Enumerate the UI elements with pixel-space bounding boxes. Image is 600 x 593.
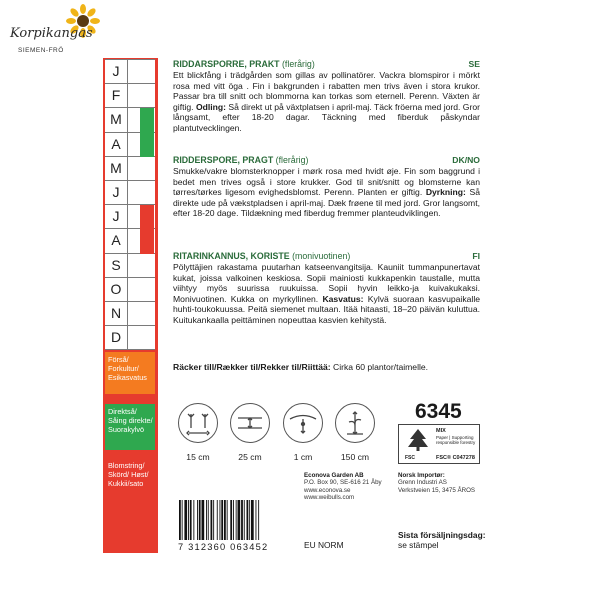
calendar-row	[105, 59, 155, 84]
calendar-row	[105, 229, 155, 253]
month-label: M	[105, 157, 128, 180]
calendar-row	[105, 205, 155, 229]
barcode-bar	[233, 500, 234, 540]
spec-label: 1 cm	[293, 452, 313, 462]
barcode-bar	[249, 500, 250, 540]
calendar-row	[105, 302, 155, 326]
spec-label: 15 cm	[186, 452, 210, 462]
barcode-bar	[244, 500, 245, 540]
calendar-row	[105, 278, 155, 302]
spec-label: 25 cm	[238, 452, 262, 462]
barcode-bar	[213, 500, 214, 540]
company-address: Econova Garden AB P.O. Box 90, SE-616 21 Åby www.econova.se www.weibulls.com	[304, 472, 382, 502]
barcode-bar	[221, 500, 223, 540]
brand-name: Korpikangas	[10, 26, 93, 41]
barcode	[175, 500, 290, 542]
spacing-row-icon	[178, 403, 218, 443]
flowering-mark	[140, 205, 154, 229]
language-code: FI	[472, 251, 480, 261]
barcode-bar	[256, 500, 257, 540]
barcode-bar	[220, 500, 221, 540]
barcode-bar	[193, 500, 194, 540]
barcode-bar	[182, 500, 183, 540]
section-title: RITARINKANNUS, KORISTE (monivuotinen)	[173, 251, 351, 261]
calendar-row	[105, 84, 155, 108]
language-code: SE	[468, 59, 480, 69]
barcode-bar	[179, 500, 181, 540]
barcode-bar	[199, 500, 201, 540]
calendar-row	[105, 326, 155, 350]
barcode-bar	[227, 500, 228, 540]
barcode-bar	[224, 500, 226, 540]
calendar-row	[105, 133, 155, 157]
barcode-bar	[238, 500, 241, 540]
section-dk-no: RIDDERSPORE, PRAGT (flerårig) DK/NO Smukke/vakre blomsterknopper i mørk rosa med hvidt øje. Fin som baggrund i bedet men trives også i store krukker. God til snit/snitt og blomsterne kan tørres/tørkes ligesom evighedsblomst. Perenn. Planten er giftig. Dyrkning: Så direkte ude på vækstpladsen i april-maj. Dæk frøene til med jord. Gror langsomt, efter 18-20 dage. Tildækning med fiberdug fremmer planteudviklingen.	[173, 155, 481, 219]
eu-norm: EU NORM	[304, 540, 344, 550]
importer-address: Norsk Importør: Grenn Industri AS Verkstveien 15, 3475 ÅROS	[398, 472, 476, 494]
barcode-bar	[197, 500, 198, 540]
month-label: S	[105, 254, 128, 277]
calendar-row	[105, 108, 155, 132]
section-title: RIDDERSPORE, PRAGT (flerårig)	[173, 155, 309, 165]
sowing-calendar	[105, 59, 155, 350]
legend-flowering: Blomstring/ Skörd/ Høst/ Kukkii/sato	[105, 458, 155, 544]
barcode-number: 7 312360 063452	[178, 542, 269, 552]
barcode-bar	[190, 500, 192, 540]
month-label: F	[105, 84, 128, 107]
spec-label: 150 cm	[340, 452, 370, 462]
flowering-mark	[140, 229, 154, 253]
month-label: A	[105, 133, 128, 156]
calendar-row	[105, 181, 155, 205]
barcode-bar	[230, 500, 232, 540]
barcode-bar	[202, 500, 205, 540]
barcode-bar	[236, 500, 237, 540]
calendar-row	[105, 157, 155, 181]
barcode-bar	[241, 500, 243, 540]
plant-height-icon	[335, 403, 375, 443]
barcode-bar	[206, 500, 207, 540]
fsc-label: FSC MIX Paper | Supporting responsible forestry FSC® C047278	[398, 424, 480, 464]
month-label: N	[105, 302, 128, 325]
direct-sow-mark	[140, 133, 154, 157]
fsc-tree-icon	[403, 427, 433, 453]
legend-direct-sow: Direktså/ Såing direkte/ Suorakylvö	[105, 404, 155, 450]
barcode-bar	[184, 500, 187, 540]
row-distance-icon	[230, 403, 270, 443]
section-fi: RITARINKANNUS, KORISTE (monivuotinen) FI Pölyttäjien rakastama puutarhan katseenvangitsija. Kauniit tummanpunertavat kukat, joissa valkoinen keskiosa. Sopii mainiosti kukkapenkin taustalle, mutta viihtyy myös suurissa ruukuissa. Sopii hyvin leikko-ja kuivakukaksi. Monivuotinen. Kukka on myrkyllinen. Kasvatus: Kylvä suoraan kasvupaikalle huhti-toukokuussa. Peitä siemenet multaan. Itää hitaasti, 18–20 päivän kuluttua. Kuitukankaalla peittäminen nopeuttaa kasvien kehitystä.	[173, 251, 481, 325]
section-se: RIDDARSPORRE, PRAKT (flerårig) SE Ett blickfång i trädgården som gillas av pollinatörer. Vackra blomspiror i mörkt rosa med vitt öga . Fin i bakgrunden i rabatten men trivs även i stora krukor. Passar bra till snitt och blommorna kan torkas som eternell. Perenn. Växten är giftig. Odling: Så direkt ut på växtplatsen i april-maj. Täck fröerna med jord. Gror långsamt, efter 18-20 dagar. Täckning med fiberduk påskyndar plantutvecklingen.	[173, 59, 480, 133]
barcode-bar	[217, 500, 218, 540]
barcode-bar	[258, 500, 259, 540]
barcode-bar	[208, 500, 209, 540]
brand-logo	[4, 4, 104, 64]
calendar-row	[105, 254, 155, 278]
brand-tagline: SIEMEN-FRÖ	[18, 47, 64, 54]
barcode-bar	[188, 500, 189, 540]
legend-presow: Förså/ Forkultur/ Esikasvatus	[105, 352, 155, 394]
language-code: DK/NO	[452, 155, 480, 165]
month-label: O	[105, 278, 128, 301]
sell-by-date: Sista försäljningsdag: se stämpel	[398, 530, 486, 550]
month-label: J	[105, 205, 128, 228]
month-label: J	[105, 60, 128, 83]
section-title: RIDDARSPORRE, PRAKT (flerårig)	[173, 59, 315, 69]
barcode-bar	[251, 500, 254, 540]
barcode-bar	[247, 500, 249, 540]
month-label: D	[105, 326, 128, 349]
month-label: A	[105, 229, 128, 252]
product-number: 6345	[415, 400, 462, 423]
month-label: M	[105, 108, 128, 131]
sowing-depth-icon	[283, 403, 323, 443]
yield-amount: Räcker till/Rækker til/Rekker til/Riittää: Cirka 60 plantor/taimelle.	[173, 362, 429, 372]
month-label: J	[105, 181, 128, 204]
direct-sow-mark	[140, 108, 154, 132]
barcode-bar	[211, 500, 213, 540]
